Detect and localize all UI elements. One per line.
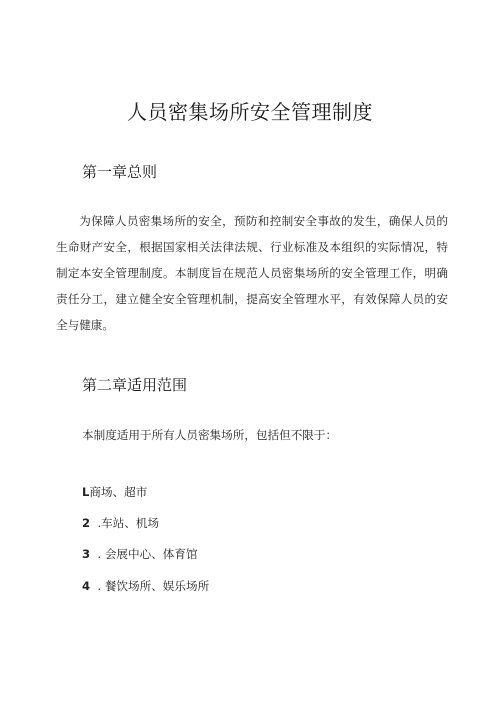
- list-item-number: 2: [82, 516, 91, 530]
- chapter-2-intro: 本制度适用于所有人员密集场所，包括但不限于：: [82, 428, 338, 442]
- list-item-text: . 餐饮场所、娱乐场所: [90, 579, 210, 593]
- list-item: [82, 546, 198, 562]
- list-item-number: 4: [82, 579, 91, 593]
- chapter-1-heading: 第一章总则: [82, 163, 158, 181]
- list-item-text: 商场、超市: [89, 485, 148, 499]
- document-title: 人员密集场所安全管理制度: [127, 100, 373, 124]
- list-item-number: 3: [82, 547, 91, 561]
- chapter-2-heading: 第二章适用范围: [82, 376, 188, 394]
- list-item-number: L: [82, 485, 90, 499]
- list-item-text: . 会展中心、体育馆: [90, 547, 198, 561]
- chapter-1-paragraph: 为保障人员密集场所的安全，预防和控制安全事故的发生，确保人员的生命财产安全，根据国家相关法律法规、行业标准及本组织的实际情况，特制定本安全管理制度。本制度旨在规范人员密集场所的安全管理工作，明确责任分工，建立健全安全管理机制，提高安全管理水平，有效保障人员的安全与健康。: [56, 214, 448, 332]
- list-item: [82, 484, 147, 500]
- list-item: [82, 578, 209, 594]
- list-item-text: .车站、机场: [90, 516, 160, 530]
- list-item: [82, 515, 159, 531]
